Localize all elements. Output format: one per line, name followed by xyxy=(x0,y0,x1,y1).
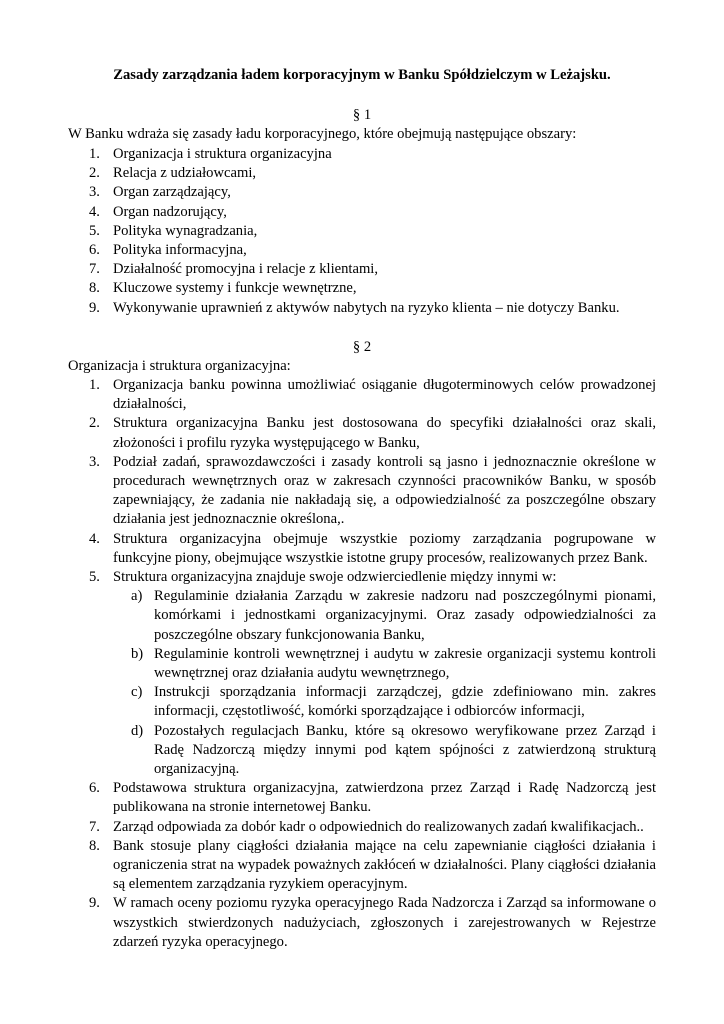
list-item-text: Regulaminie kontroli wewnętrznej i audytu w zakresie organizacji systemu kontroli wewnętrznej oraz działania audytu wewnętrznego, xyxy=(154,645,656,682)
section-1-list xyxy=(68,145,656,318)
section-2-list xyxy=(68,376,656,952)
list-item-number: 7. xyxy=(89,261,100,278)
list-item-text: Regulaminie działania Zarządu w zakresie nadzoru nad poszczególnymi pionami, komórkami i jednostkami organizacyjnymi. Oraz zasady odpowiedzialności za poszczególne obszary funkcjonowania Banku, xyxy=(154,588,656,643)
list-item-number: 6. xyxy=(89,242,100,259)
list-item-number: 9. xyxy=(89,299,100,316)
list-item xyxy=(68,299,656,318)
list-item xyxy=(68,530,656,568)
list-item-number: 1. xyxy=(89,146,100,162)
list-item-number: 6. xyxy=(89,780,100,797)
list-item xyxy=(68,183,656,202)
list-item-text: Podstawowa struktura organizacyjna, zatwierdzona przez Zarząd i Radę Nadzorczą jest publikowana na stronie internetowej Banku. xyxy=(113,780,656,816)
list-item-number: b) xyxy=(131,645,144,662)
list-item-number: a) xyxy=(131,588,143,605)
list-item-text: Działalność promocyjna i relacje z klientami, xyxy=(113,261,379,278)
list-item xyxy=(68,164,656,183)
list-item-text: Polityka informacyjna, xyxy=(113,242,247,259)
section-1-heading: § 1 xyxy=(352,107,372,123)
list-item-number: 4. xyxy=(89,203,100,220)
list-item xyxy=(68,279,656,298)
list-item-number: 8. xyxy=(89,837,100,854)
document-title: Zasady zarządzania ładem korporacyjnym w Banku Spółdzielczym w Leżajsku. xyxy=(113,67,611,83)
list-item-number: 1. xyxy=(89,377,100,393)
list-item xyxy=(68,241,656,260)
list-item-number: d) xyxy=(131,722,144,739)
list-item xyxy=(68,568,656,779)
list-item xyxy=(68,818,656,837)
section-2-intro: Organizacja i struktura organizacyjna: xyxy=(68,358,291,374)
list-item-text: Wykonywanie uprawnień z aktywów nabytych na ryzyko klienta – nie dotyczy Banku. xyxy=(113,299,620,316)
list-item xyxy=(68,145,656,164)
section-2-heading: § 2 xyxy=(352,339,372,355)
list-item xyxy=(68,779,656,817)
list-item-text: W ramach oceny poziomu ryzyka operacyjnego Rada Nadzorcza i Zarząd sa informowane o wszystkich stwierdzonych nadużyciach, zgłoszonych i zarejestrowanych w Rejestrze zdarzeń ryzyka operacyjnego. xyxy=(113,895,656,950)
list-item-text: Struktura organizacyjna obejmuje wszystkie poziomy zarządzania pogrupowane w funkcyjne piony, obejmujące wszystkie istotne grupy procesów, realizowanych przez Bank. xyxy=(113,530,656,566)
list-item xyxy=(68,837,656,895)
list-item-text: Kluczowe systemy i funkcje wewnętrzne, xyxy=(113,280,357,297)
list-item xyxy=(68,894,656,952)
list-item-number: 2. xyxy=(89,415,100,432)
list-item-number: c) xyxy=(131,684,143,701)
list-item-number: 5. xyxy=(89,569,100,586)
list-item-text: Struktura organizacyjna Banku jest dostosowana do specyfiki działalności oraz skali, złożoności i profilu ryzyka występującego w Banku, xyxy=(113,415,656,451)
list-item-number: 2. xyxy=(89,165,100,182)
list-item-text: Organizacja i struktura organizacyjna xyxy=(113,146,332,162)
list-item xyxy=(68,260,656,279)
list-item-number: 4. xyxy=(89,530,100,547)
list-item-text: Pozostałych regulacjach Banku, które są okresowo weryfikowane przez Zarząd i Radę Nadzorczą między innymi pod kątem spójności z zatwierdzoną strukturą organizacyjną. xyxy=(154,722,656,778)
list-item-text: Organ zarządzający, xyxy=(113,184,231,201)
list-item-text: Instrukcji sporządzania informacji zarządczej, gdzie zdefiniowano min. zakres informacji, częstotliwość, komórki sporządzające i odbiorców informacji, xyxy=(154,684,656,720)
list-item-text: Podział zadań, sprawozdawczości i zasady kontroli są jasno i jednoznacznie określone w procedurach wewnętrznych oraz w zakresach czynności pracowników Banku, w sposób zapewniający, że zadania nie nakładają się, a odpowiedzialność za poszczególne obszary działania jest jednoznacznie określona,. xyxy=(113,453,656,528)
sub-list-item xyxy=(113,722,656,780)
list-item xyxy=(68,222,656,241)
sub-list-item xyxy=(113,587,656,645)
list-item-text: Organ nadzorujący, xyxy=(113,203,227,220)
list-item-text: Zarząd odpowiada za dobór kadr o odpowiednich do realizowanych zadań kwalifikacjach.. xyxy=(113,818,644,835)
sub-list-item xyxy=(113,683,656,721)
list-item-number: 8. xyxy=(89,280,100,297)
list-item-number: 3. xyxy=(89,184,100,201)
list-item-text: Bank stosuje plany ciągłości działania mające na celu zapewnianie ciągłości działania i ograniczenia strat na wypadek poważnych zakłóceń w działalności. Plany ciągłości działania są elementem zarządzania ryzykiem operacyjnym. xyxy=(113,837,656,893)
list-item xyxy=(68,203,656,222)
list-item-text: Polityka wynagradzania, xyxy=(113,222,258,239)
list-item-text: Organizacja banku powinna umożliwiać osiąganie długoterminowych celów prowadzonej działalności, xyxy=(113,377,656,413)
list-item-text: Struktura organizacyjna znajduje swoje odzwierciedlenie między innymi w: xyxy=(113,569,557,586)
list-item-number: 3. xyxy=(89,453,100,470)
sub-list xyxy=(113,587,656,779)
list-item xyxy=(68,414,656,452)
list-item-text: Relacja z udziałowcami, xyxy=(113,165,257,182)
list-item-number: 7. xyxy=(89,818,100,835)
list-item xyxy=(68,453,656,530)
section-1-intro: W Banku wdraża się zasady ładu korporacyjnego, które obejmują następujące obszary: xyxy=(68,126,577,142)
list-item xyxy=(68,376,656,414)
list-item-number: 5. xyxy=(89,222,100,239)
sub-list-item xyxy=(113,645,656,683)
list-item-number: 9. xyxy=(89,895,100,912)
